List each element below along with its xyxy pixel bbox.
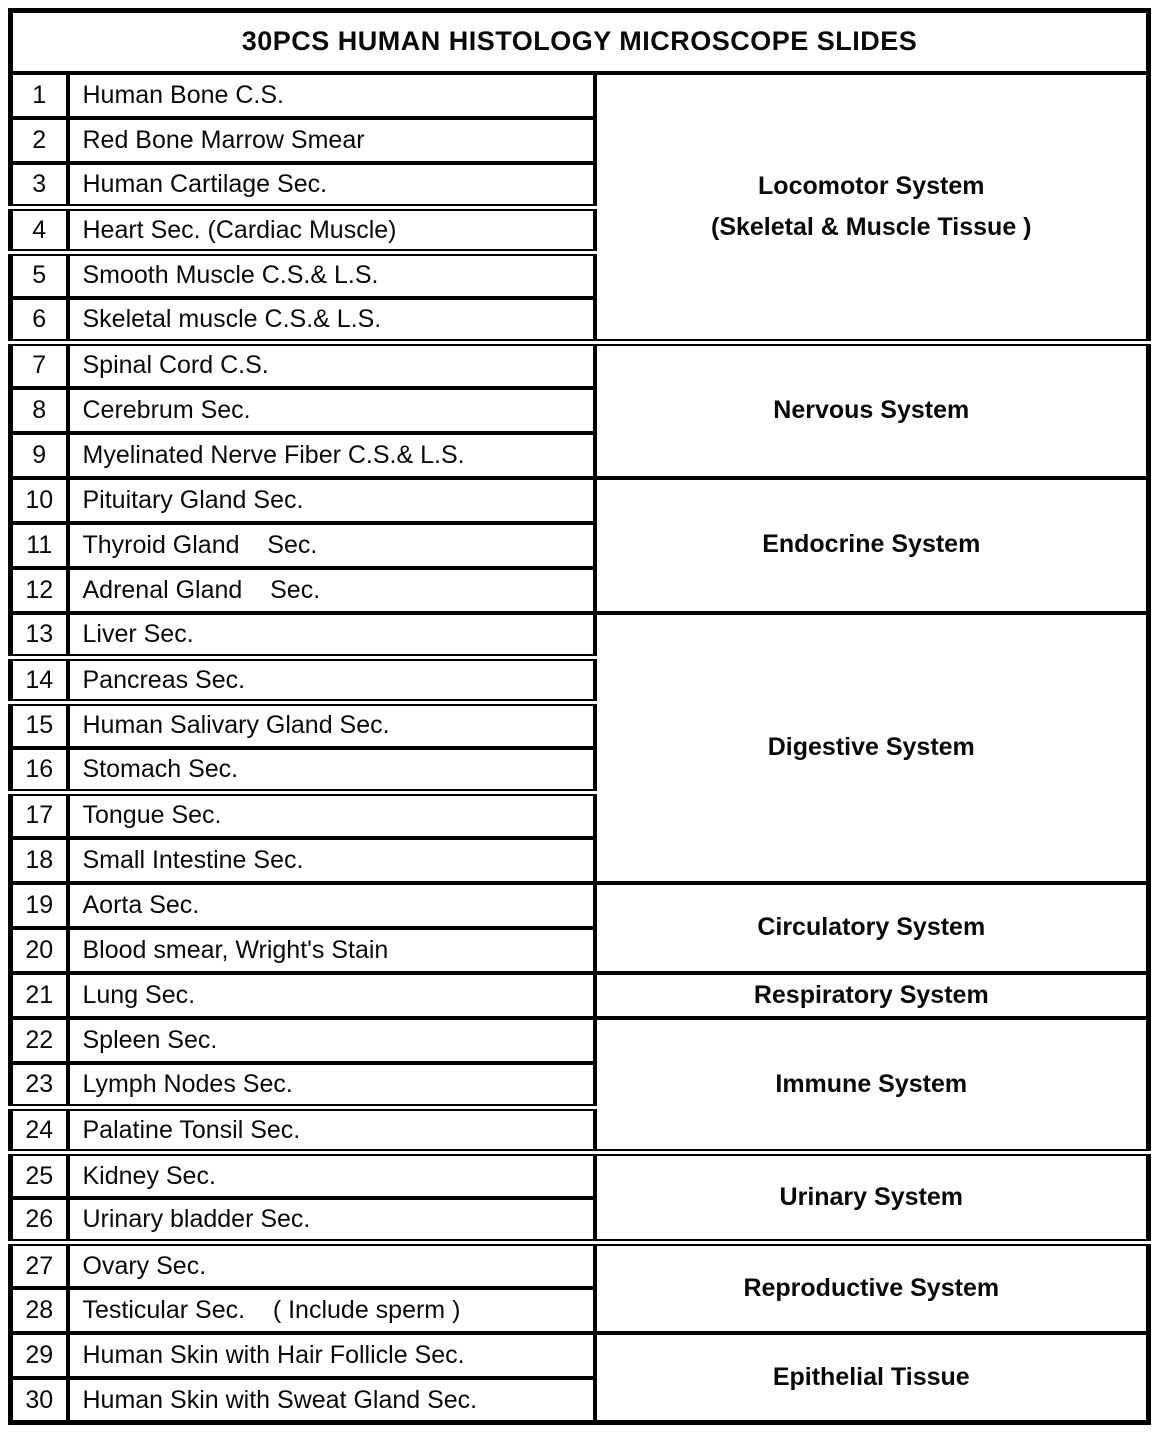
system-group-cell: [595, 1018, 1149, 1153]
system-label: Endocrine System: [762, 530, 981, 559]
slide-number-cell: 21: [11, 973, 68, 1018]
slide-name-cell: Stomach Sec.: [68, 748, 595, 793]
slide-number-cell: 5: [11, 253, 68, 298]
slide-row: [11, 883, 1149, 928]
slide-row: [11, 1153, 1149, 1198]
slide-row: [11, 1243, 1149, 1288]
system-group-cell: [595, 1333, 1149, 1423]
system-label: Respiratory System: [753, 980, 989, 1009]
system-group-cell: [595, 883, 1149, 973]
system-label: Immune System: [775, 1069, 968, 1098]
slide-number-cell: 22: [11, 1018, 68, 1063]
slide-name-cell: Liver Sec.: [68, 613, 595, 658]
slide-number-cell: 8: [11, 388, 68, 433]
slide-row: [11, 343, 1149, 388]
slide-name-cell: Spleen Sec.: [68, 1018, 595, 1063]
slide-number-cell: 14: [11, 658, 68, 703]
slide-number-cell: 24: [11, 1108, 68, 1153]
slide-name-cell: Lung Sec.: [68, 973, 595, 1018]
slide-row: [11, 973, 1149, 1018]
slide-name-cell: Spinal Cord C.S.: [68, 343, 595, 388]
system-label: Epithelial Tissue: [772, 1362, 970, 1391]
slide-number-cell: 19: [11, 883, 68, 928]
slide-number-cell: 27: [11, 1243, 68, 1288]
slides-body: [11, 73, 1149, 1423]
slide-name-cell: Pancreas Sec.: [68, 658, 595, 703]
system-group-cell: [595, 73, 1149, 343]
slide-number-cell: 2: [11, 118, 68, 163]
slide-name-cell: Human Salivary Gland Sec.: [68, 703, 595, 748]
slide-number-cell: 1: [11, 73, 68, 118]
slide-number-cell: 4: [11, 208, 68, 253]
slide-number-cell: 30: [11, 1378, 68, 1423]
slide-number-cell: 23: [11, 1063, 68, 1108]
slide-name-cell: Aorta Sec.: [68, 883, 595, 928]
slide-name-cell: Myelinated Nerve Fiber C.S.& L.S.: [68, 433, 595, 478]
slide-number-cell: 17: [11, 793, 68, 838]
histology-slides-table: [8, 8, 1151, 1425]
slide-row: [11, 613, 1149, 658]
slide-number-cell: 7: [11, 343, 68, 388]
slide-name-cell: Heart Sec. (Cardiac Muscle): [68, 208, 595, 253]
system-sublabel: (Skeletal & Muscle Tissue ): [711, 212, 1032, 241]
slide-name-cell: Testicular Sec. ( Include sperm ): [68, 1288, 595, 1333]
slide-name-cell: Urinary bladder Sec.: [68, 1198, 595, 1243]
slide-number-cell: 18: [11, 838, 68, 883]
slide-name-cell: Tongue Sec.: [68, 793, 595, 838]
system-group-cell: [595, 1243, 1149, 1333]
slide-number-cell: 11: [11, 523, 68, 568]
slide-name-cell: Blood smear, Wright's Stain: [68, 928, 595, 973]
slide-name-cell: Kidney Sec.: [68, 1153, 595, 1198]
title-row: [11, 11, 1149, 73]
slide-number-cell: 28: [11, 1288, 68, 1333]
slide-number-cell: 20: [11, 928, 68, 973]
slide-number-cell: 10: [11, 478, 68, 523]
slide-name-cell: Cerebrum Sec.: [68, 388, 595, 433]
table-header: [11, 11, 1149, 73]
slide-row: [11, 73, 1149, 118]
slide-name-cell: Palatine Tonsil Sec.: [68, 1108, 595, 1153]
slide-name-cell: Human Cartilage Sec.: [68, 163, 595, 208]
page-title: 30PCS HUMAN HISTOLOGY MICROSCOPE SLIDES: [11, 11, 1149, 73]
system-group-cell: [595, 973, 1149, 1018]
slide-name-cell: Small Intestine Sec.: [68, 838, 595, 883]
slide-name-cell: Smooth Muscle C.S.& L.S.: [68, 253, 595, 298]
slide-name-cell: Skeletal muscle C.S.& L.S.: [68, 298, 595, 343]
system-group-cell: [595, 478, 1149, 613]
slide-number-cell: 9: [11, 433, 68, 478]
slide-row: [11, 1018, 1149, 1063]
slide-name-cell: Red Bone Marrow Smear: [68, 118, 595, 163]
system-label: Urinary System: [779, 1183, 963, 1212]
slide-name-cell: Human Skin with Hair Follicle Sec.: [68, 1333, 595, 1378]
slide-number-cell: 6: [11, 298, 68, 343]
slide-name-cell: Pituitary Gland Sec.: [68, 478, 595, 523]
slide-name-cell: Human Skin with Sweat Gland Sec.: [68, 1378, 595, 1423]
system-label: Nervous System: [773, 396, 970, 425]
slide-row: [11, 1333, 1149, 1378]
slide-number-cell: 29: [11, 1333, 68, 1378]
system-label: Reproductive System: [743, 1273, 1000, 1302]
slide-number-cell: 26: [11, 1198, 68, 1243]
slide-number-cell: 3: [11, 163, 68, 208]
system-label: Locomotor System: [758, 171, 985, 200]
system-label: Circulatory System: [757, 912, 986, 941]
slide-number-cell: 25: [11, 1153, 68, 1198]
system-label: Digestive System: [767, 732, 975, 761]
slide-row: [11, 478, 1149, 523]
slide-name-cell: Ovary Sec.: [68, 1243, 595, 1288]
slide-name-cell: Thyroid Gland Sec.: [68, 523, 595, 568]
system-group-cell: [595, 343, 1149, 478]
system-group-cell: [595, 1153, 1149, 1243]
system-group-cell: [595, 613, 1149, 883]
slide-number-cell: 16: [11, 748, 68, 793]
slide-number-cell: 12: [11, 568, 68, 613]
slide-number-cell: 15: [11, 703, 68, 748]
slide-number-cell: 13: [11, 613, 68, 658]
slide-name-cell: Adrenal Gland Sec.: [68, 568, 595, 613]
slide-name-cell: Lymph Nodes Sec.: [68, 1063, 595, 1108]
slide-name-cell: Human Bone C.S.: [68, 73, 595, 118]
